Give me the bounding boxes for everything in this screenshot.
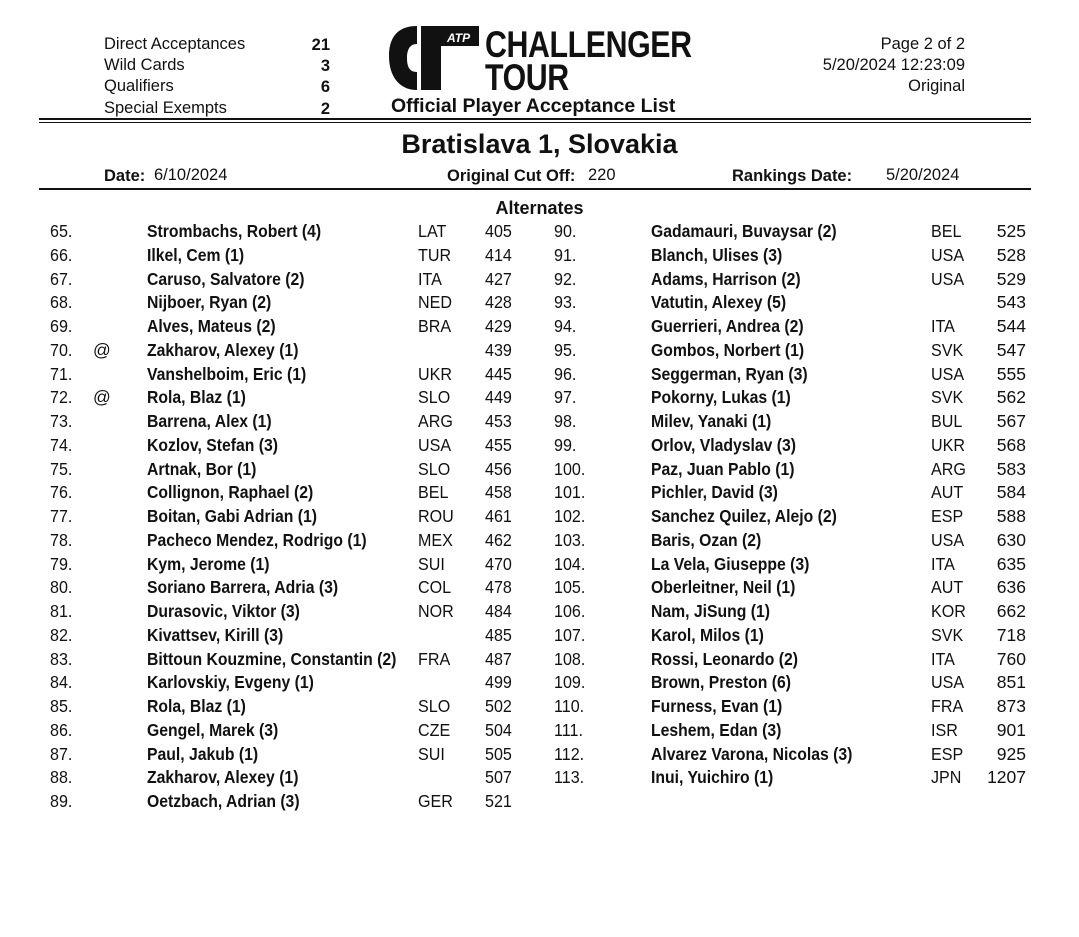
player-rank: 851 [996,672,1026,693]
alternates-heading: Alternates [495,198,584,218]
entry-number: 79. [50,553,73,574]
table-row [540,245,1040,269]
entry-number: 111. [554,719,583,740]
player-name: Bittoun Kouzmine, Constantin (2) [147,648,397,669]
player-name: Gadamauri, Buvaysar (2) [651,221,837,241]
player-country: NOR [418,601,454,621]
entry-number: 65. [50,221,73,241]
player-name: Rola, Blaz (1) [147,387,246,408]
player-country: COL [418,577,452,598]
player-country: AUT [931,577,964,598]
player-name: Oetzbach, Adrian (3) [147,791,300,811]
player-name: Sanchez Quilez, Alejo (2) [651,506,837,526]
entry-number: 85. [50,696,73,716]
player-name: Karlovskiy, Evgeny (1) [147,672,314,693]
table-row [0,316,540,340]
player-name: Oberleitner, Neil (1) [651,577,796,598]
player-country: USA [931,672,965,693]
player-name: Paz, Juan Pablo (1) [651,458,795,479]
entry-number: 90. [554,221,577,241]
table-row [540,744,1040,768]
player-name: Kozlov, Stefan (3) [147,434,278,455]
entry-number: 84. [50,672,73,693]
player-country: BEL [418,482,449,503]
entry-number: 72. [50,387,73,408]
table-row [540,720,1040,744]
player-country: AUT [931,482,964,503]
player-name: Rossi, Leonardo (2) [651,648,799,669]
player-country: ARG [931,458,966,479]
player-name: Brown, Preston (6) [651,672,792,693]
stat-value-special: 2 [320,100,330,118]
player-country: UKR [418,363,452,384]
player-rank: 429 [485,316,512,336]
logo-line-challenger: CHALLENGER [485,24,692,65]
player-country: USA [931,244,965,265]
entry-number: 105. [554,577,586,598]
table-row [540,672,1040,696]
entry-number: 76. [50,482,73,503]
player-name: Zakharov, Alexey (1) [147,767,299,788]
player-name: Kym, Jerome (1) [147,553,270,574]
entry-number: 112. [554,743,585,764]
table-row [540,530,1040,554]
stat-label-qualifiers: Qualifiers [104,77,174,95]
table-row [540,316,1040,340]
table-row [540,601,1040,625]
table-row [540,340,1040,364]
player-name: Nijboer, Ryan (2) [147,292,272,313]
table-row [0,554,540,578]
player-name: Caruso, Salvatore (2) [147,268,305,289]
entry-number: 98. [554,411,577,431]
player-country: USA [931,268,965,289]
player-name: Inui, Yuichiro (1) [651,767,774,788]
player-rank: 414 [485,244,512,265]
player-rank: 1207 [987,767,1026,788]
entry-number: 92. [554,268,577,289]
cutoff-value: 220 [588,166,616,184]
player-rank: 487 [485,648,512,669]
entry-number: 97. [554,387,577,408]
player-rank: 456 [485,458,512,479]
player-country: UKR [931,434,965,455]
entry-number: 82. [50,624,73,645]
table-row [0,720,540,744]
stat-value-wildcards: 3 [320,57,330,75]
player-rank: 405 [485,221,512,241]
entry-number: 94. [554,316,577,336]
player-name: Vatutin, Alexey (5) [651,292,787,313]
table-row [540,482,1040,506]
player-name: Kivattsev, Kirill (3) [147,624,284,645]
player-rank: 485 [485,624,512,645]
player-country: SLO [418,458,451,479]
table-row [540,387,1040,411]
table-row [0,506,540,530]
entry-number: 95. [554,339,577,360]
player-name: Guerrieri, Andrea (2) [651,316,804,336]
print-timestamp: 5/20/2024 12:23:09 [822,56,965,74]
player-name: Milev, Yanaki (1) [651,411,772,431]
player-name: Zakharov, Alexey (1) [147,339,299,360]
table-row [0,292,540,316]
entry-number: 68. [50,292,73,313]
rankings-date-label: Rankings Date: [732,167,853,185]
table-row [0,245,540,269]
table-row [0,672,540,696]
player-name: Rola, Blaz (1) [147,696,246,716]
player-rank: 544 [996,316,1026,336]
player-name: Vanshelboim, Eric (1) [147,363,307,384]
player-rank: 925 [996,743,1026,764]
player-country: FRA [931,696,964,716]
player-rank: 428 [485,292,512,313]
player-country: SLO [418,387,451,408]
entry-number: 113. [554,767,585,788]
entry-number: 74. [50,434,73,455]
player-country: BUL [931,411,963,431]
table-row [0,625,540,649]
player-rank: 458 [485,482,512,503]
table-row [0,221,540,245]
player-name: Adams, Harrison (2) [651,268,801,289]
player-country: ESP [931,506,964,526]
table-row [540,625,1040,649]
player-name: Seggerman, Ryan (3) [651,363,808,384]
entry-number: 71. [50,363,73,384]
player-rank: 718 [996,624,1026,645]
player-country: TUR [418,244,452,265]
player-name: Leshem, Edan (3) [651,719,782,740]
player-rank: 427 [485,268,512,289]
player-rank: 635 [996,553,1026,574]
table-row [0,767,540,791]
player-rank: 588 [996,506,1026,526]
entry-number: 96. [554,363,577,384]
player-rank: 439 [485,339,512,360]
player-name: Pokorny, Lukas (1) [651,387,791,408]
player-rank: 583 [996,458,1026,479]
player-country: FRA [418,648,451,669]
table-row [540,292,1040,316]
player-country: ITA [931,316,955,336]
entry-number: 103. [554,529,586,550]
table-row [0,269,540,293]
player-name: Karol, Milos (1) [651,624,764,645]
stat-label-special: Special Exempts [104,99,227,117]
table-row [540,696,1040,720]
player-country: SVK [931,624,964,645]
player-rank: 567 [996,411,1026,431]
table-row [0,364,540,388]
header-divider-top [39,118,1031,120]
entry-number: 108. [554,648,586,669]
player-name: Blanch, Ulises (3) [651,244,783,265]
player-rank: 662 [996,601,1026,621]
entry-number: 67. [50,268,73,289]
player-country: USA [931,363,965,384]
atp-brand-mark: ATP [447,31,471,45]
entry-number: 86. [50,719,73,740]
event-title: Bratislava 1, Slovakia [401,129,678,159]
table-row [540,221,1040,245]
player-name: Gengel, Marek (3) [147,719,279,740]
entry-number: 80. [50,577,73,598]
date-label: Date: [104,167,146,185]
player-rank: 630 [996,529,1026,550]
player-rank: 521 [485,791,512,811]
player-rank: 461 [485,506,512,526]
player-rank: 507 [485,767,512,788]
player-rank: 873 [996,696,1026,716]
player-name: Boitan, Gabi Adrian (1) [147,506,318,526]
player-rank: 584 [996,482,1026,503]
player-rank: 555 [996,363,1026,384]
table-row [540,767,1040,791]
player-rank: 636 [996,577,1026,598]
cutoff-label: Original Cut Off: [447,167,576,185]
player-name: Baris, Ozan (2) [651,529,762,550]
player-name: Pichler, David (3) [651,482,778,503]
player-name: Ilkel, Cem (1) [147,244,245,265]
entry-number: 66. [50,244,73,265]
player-country: USA [931,529,965,550]
player-rank: 499 [485,672,512,693]
entry-number: 102. [554,506,586,526]
entry-mark: @ [93,387,111,408]
list-version: Original [908,77,965,95]
player-name: Paul, Jakub (1) [147,743,259,764]
player-country: LAT [418,221,447,241]
player-rank: 901 [996,719,1026,740]
table-row [0,744,540,768]
entry-number: 73. [50,411,73,431]
page-number: Page 2 of 2 [880,35,965,53]
player-country: BRA [418,316,452,336]
entry-number: 99. [554,434,577,455]
player-rank: 455 [485,434,512,455]
table-row [540,435,1040,459]
player-rank: 543 [996,292,1026,313]
table-row [0,387,540,411]
player-rank: 449 [485,387,512,408]
player-country: GER [418,791,453,811]
table-row [0,340,540,364]
table-row [540,459,1040,483]
table-row [0,577,540,601]
table-row [540,411,1040,435]
player-name: Alves, Mateus (2) [147,316,276,336]
entry-number: 87. [50,743,73,764]
player-country: SUI [418,743,445,764]
table-row [540,577,1040,601]
table-row [0,791,540,815]
player-country: SVK [931,339,964,360]
entry-number: 81. [50,601,73,621]
entry-number: 77. [50,506,73,526]
player-name: Barrena, Alex (1) [147,411,272,431]
player-country: SLO [418,696,451,716]
player-country: KOR [931,601,966,621]
player-name: Collignon, Raphael (2) [147,482,314,503]
table-row [0,649,540,673]
player-country: ITA [418,268,442,289]
table-row [0,482,540,506]
logo-line-tour: TOUR [485,57,569,98]
player-name: Pacheco Mendez, Rodrigo (1) [147,529,367,550]
player-country: ITA [931,553,955,574]
table-row [0,601,540,625]
rankings-date: 5/20/2024 [886,166,960,184]
player-name: Strombachs, Robert (4) [147,221,322,241]
stat-value-qualifiers: 6 [320,78,330,96]
player-rank: 445 [485,363,512,384]
player-country: BEL [931,221,962,241]
player-name: La Vela, Giuseppe (3) [651,553,810,574]
entry-number: 93. [554,292,577,313]
table-row [540,506,1040,530]
table-row [540,554,1040,578]
entry-number: 101. [554,482,586,503]
player-country: ESP [931,743,964,764]
entry-number: 78. [50,529,73,550]
table-row [540,649,1040,673]
player-rank: 760 [996,648,1026,669]
player-rank: 504 [485,719,512,740]
player-rank: 529 [996,268,1026,289]
player-name: Alvarez Varona, Nicolas (3) [651,743,853,764]
player-rank: 562 [996,387,1026,408]
entry-number: 104. [554,553,586,574]
player-name: Durasovic, Viktor (3) [147,601,300,621]
entry-number: 107. [554,624,586,645]
player-rank: 568 [996,434,1026,455]
player-country: SVK [931,387,964,408]
player-rank: 470 [485,553,512,574]
meta-divider [39,188,1031,190]
stat-label-direct: Direct Acceptances [104,35,246,53]
entry-mark: @ [93,339,111,360]
player-name: Orlov, Vladyslav (3) [651,434,797,455]
entry-number: 100. [554,458,586,479]
entry-number: 83. [50,648,73,669]
document-subtitle: Official Player Acceptance List [391,95,676,117]
entry-number: 89. [50,791,73,811]
player-country: ISR [931,719,958,740]
player-country: ARG [418,411,453,431]
player-country: USA [418,434,452,455]
table-row [540,269,1040,293]
entry-number: 106. [554,601,586,621]
tournament-date: 6/10/2024 [154,166,228,184]
player-name: Gombos, Norbert (1) [651,339,805,360]
entry-number: 88. [50,767,73,788]
player-name: Artnak, Bor (1) [147,458,257,479]
challenger-logo-icon [389,26,481,90]
player-country: ITA [931,648,955,669]
entry-number: 75. [50,458,73,479]
stat-label-wildcards: Wild Cards [104,56,185,74]
player-rank: 462 [485,529,512,550]
entry-number: 70. [50,339,73,360]
player-rank: 453 [485,411,512,431]
player-rank: 528 [996,244,1026,265]
player-country: NED [418,292,452,313]
player-country: MEX [418,529,453,550]
player-country: JPN [931,767,962,788]
player-country: CZE [418,719,451,740]
player-name: Furness, Evan (1) [651,696,783,716]
player-rank: 478 [485,577,512,598]
table-row [0,459,540,483]
entry-number: 110. [554,696,585,716]
entry-number: 69. [50,316,73,336]
player-rank: 484 [485,601,512,621]
entry-number: 91. [554,244,577,265]
player-name: Nam, JiSung (1) [651,601,771,621]
player-name: Soriano Barrera, Adria (3) [147,577,339,598]
table-row [0,411,540,435]
player-country: ROU [418,506,454,526]
player-rank: 547 [996,339,1026,360]
header-divider-bottom [39,122,1031,123]
player-country: SUI [418,553,445,574]
table-row [0,435,540,459]
player-rank: 505 [485,743,512,764]
player-rank: 502 [485,696,512,716]
table-row [0,530,540,554]
stat-value-direct: 21 [311,36,330,54]
player-rank: 525 [996,221,1026,241]
table-row [540,364,1040,388]
entry-number: 109. [554,672,586,693]
table-row [0,696,540,720]
